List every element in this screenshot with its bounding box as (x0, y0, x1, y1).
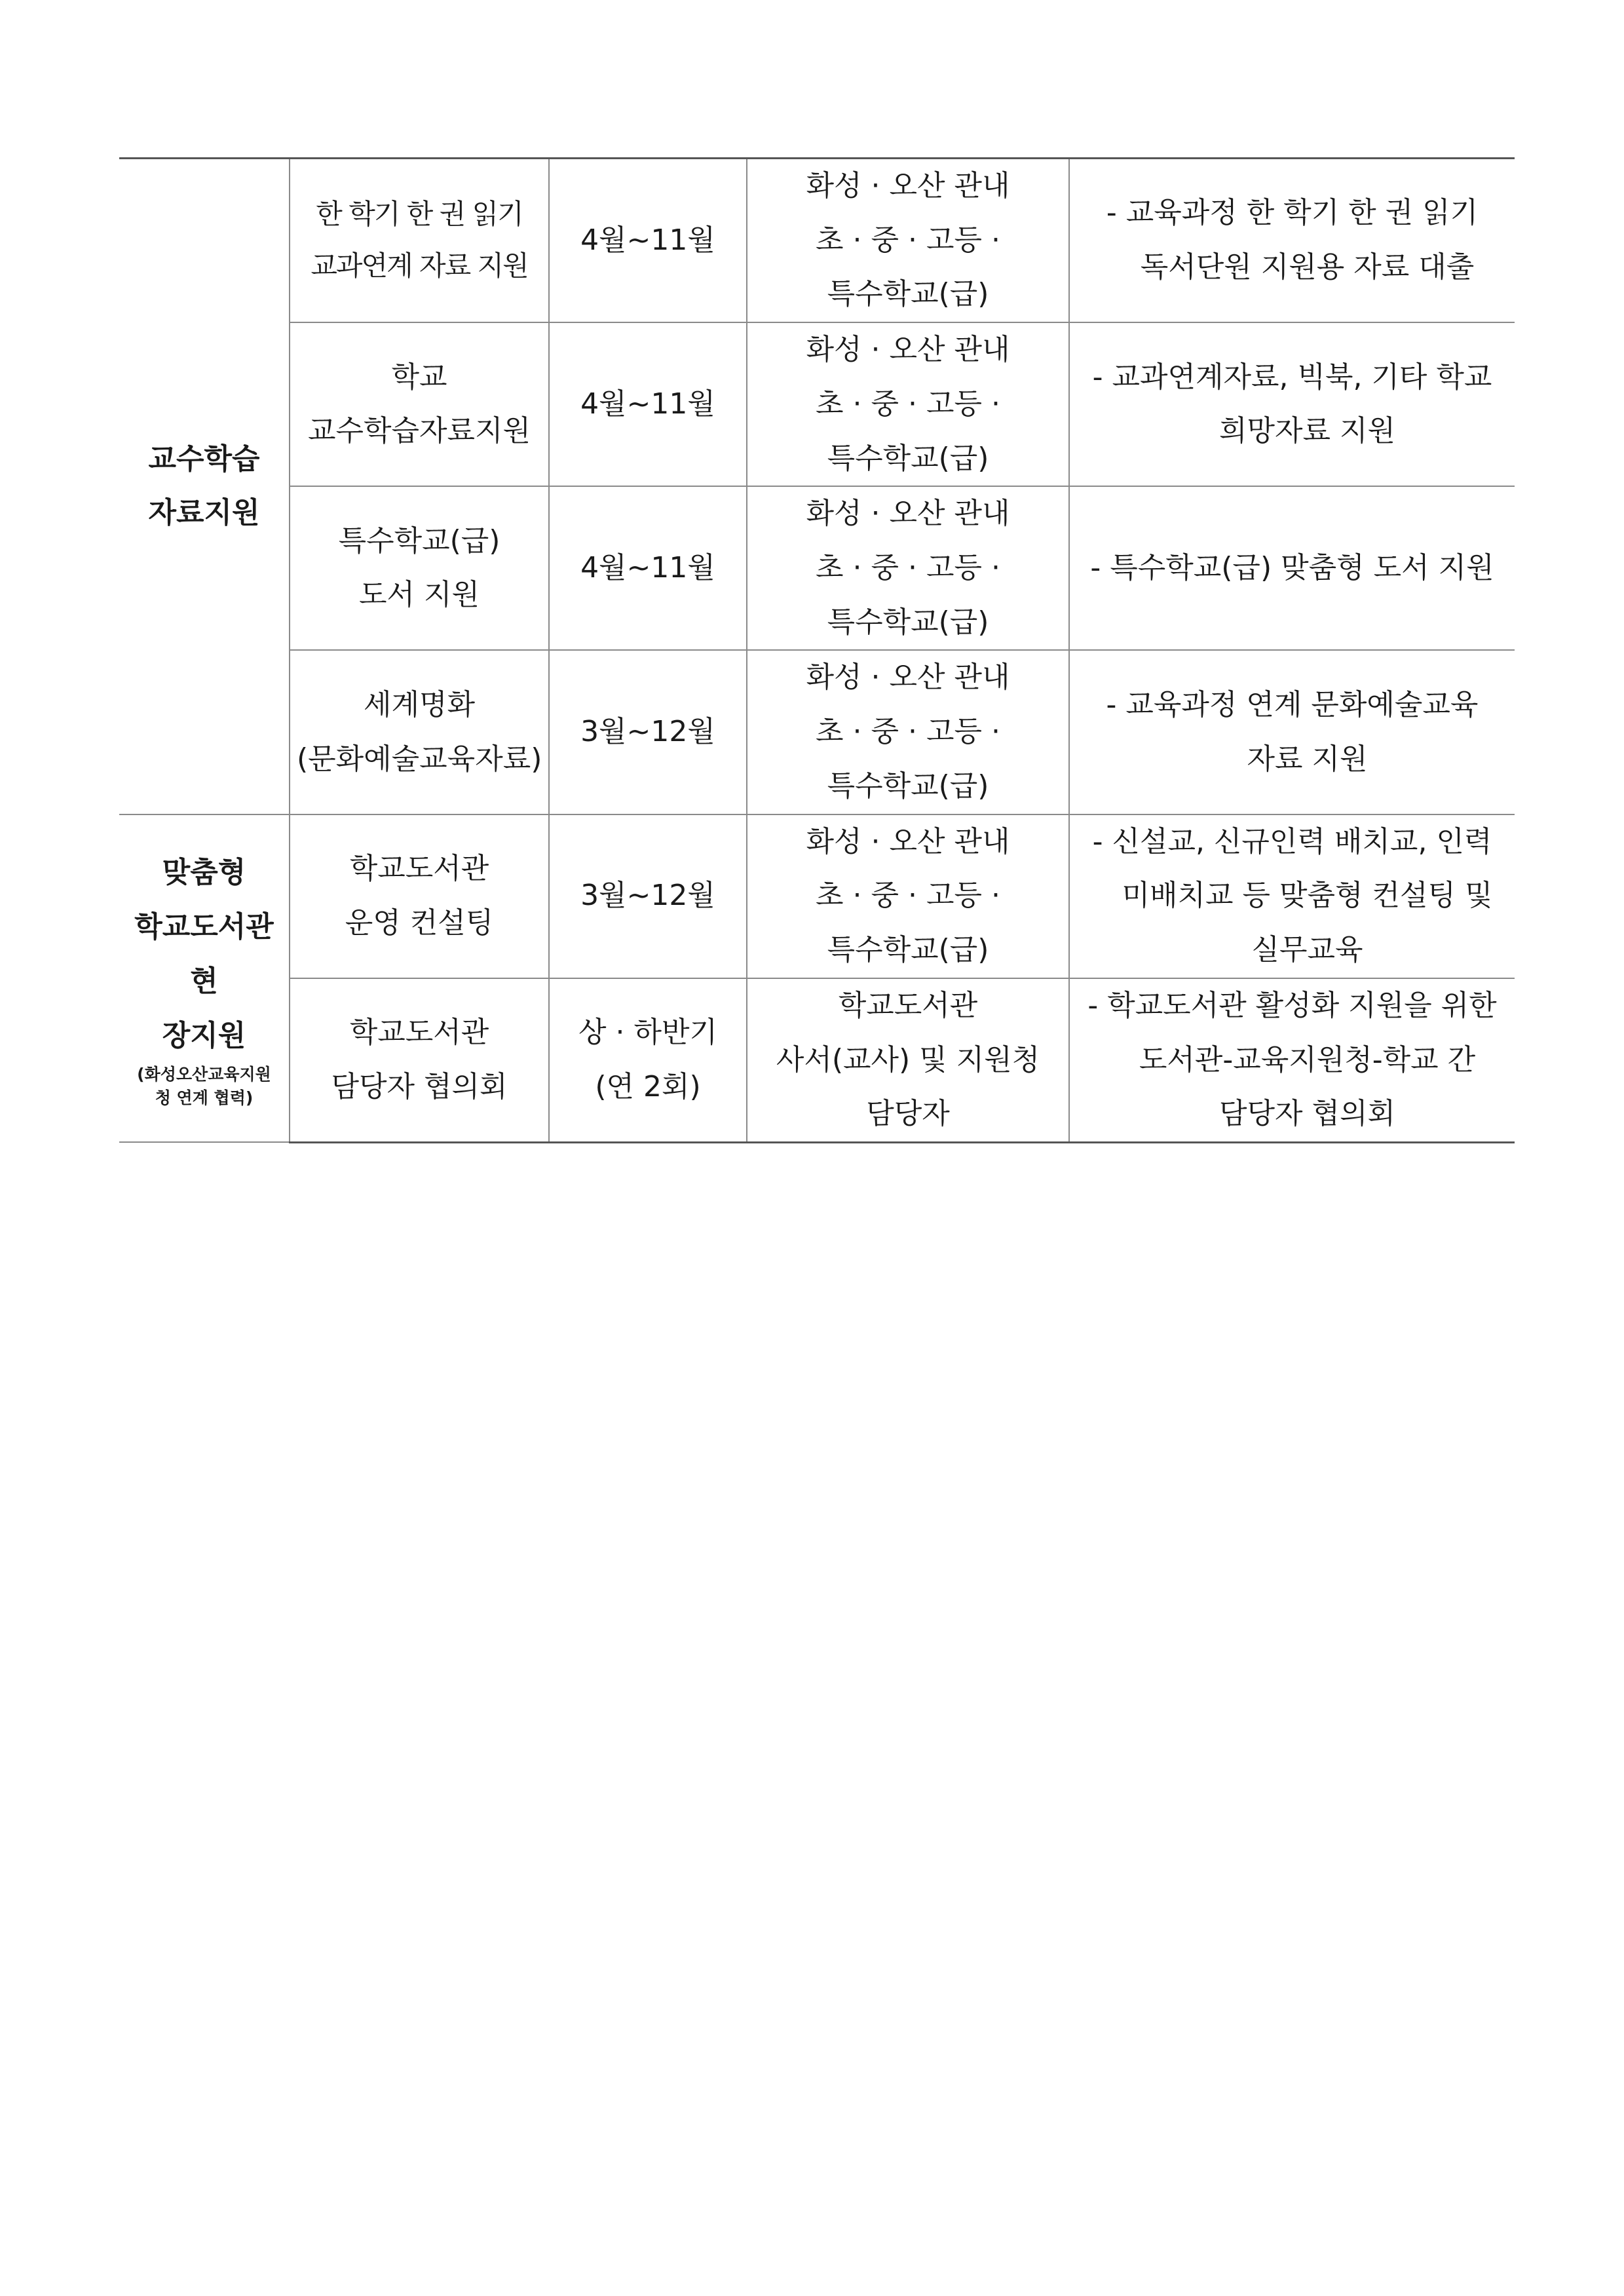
program-name: 담당자 협의회 (331, 1069, 508, 1103)
program-name: 특수학교(급) (338, 524, 500, 558)
period: 3월~12월 (580, 715, 715, 749)
target: 담당자 (866, 1097, 950, 1131)
period: 4월~11월 (580, 551, 715, 585)
description: 실무교육 (1251, 933, 1363, 967)
target: 초 · 중 · 고등 · (816, 715, 1000, 749)
period: 4월~11월 (580, 387, 715, 421)
program-name-cell (290, 814, 549, 978)
target: 초 · 중 · 고등 · (816, 387, 1000, 421)
description: 미배치교 등 맞춤형 컨설팅 및 (1122, 879, 1493, 913)
table-row (119, 322, 1515, 486)
period: 상 · 하반기 (578, 1016, 717, 1050)
description-cell (1069, 978, 1515, 1143)
program-name-cell (290, 486, 549, 650)
target-cell (747, 650, 1069, 814)
description: - 교육과정 연계 문화예술교육 (1106, 687, 1479, 721)
period-cell (549, 322, 747, 486)
period-cell (549, 978, 747, 1143)
category-cell (119, 814, 290, 1143)
program-name: 도서 지원 (358, 578, 480, 612)
period: 3월~12월 (580, 879, 715, 913)
table-row (119, 650, 1515, 814)
table-row (119, 814, 1515, 978)
description-cell (1069, 814, 1515, 978)
period-cell (549, 159, 747, 323)
target: 학교도서관 (838, 988, 978, 1022)
target-cell (747, 322, 1069, 486)
program-name: (문화예술교육자료) (297, 742, 542, 776)
program-name-cell (290, 159, 549, 323)
target-cell (747, 159, 1069, 323)
program-name: 세계명화 (363, 687, 475, 721)
target: 초 · 중 · 고등 · (816, 551, 1000, 585)
target: 특수학교(급) (827, 769, 989, 803)
period: 4월~11월 (580, 223, 715, 257)
target: 사서(교사) 및 지원청 (776, 1043, 1040, 1077)
target-cell (747, 486, 1069, 650)
description-cell (1069, 322, 1515, 486)
description: 희망자료 지원 (1218, 414, 1395, 448)
program-name: 학교도서관 (349, 1016, 489, 1050)
table-row (119, 486, 1515, 650)
description: - 특수학교(급) 맞춤형 도서 지원 (1090, 551, 1494, 585)
period-cell (549, 814, 747, 978)
program-name: 교과연계 자료 지원 (311, 250, 528, 282)
target: 특수학교(급) (827, 277, 989, 311)
program-name: 교수학습자료지원 (307, 414, 531, 448)
description-cell (1069, 486, 1515, 650)
category-name: 학교도서관현 (134, 910, 274, 998)
program-name: 학교 (391, 360, 447, 394)
target: 화성 · 오산 관내 (806, 824, 1010, 858)
category-name: 교수학습 (148, 442, 260, 476)
period: (연 2회) (595, 1069, 701, 1103)
description-cell (1069, 159, 1515, 323)
program-name-cell (290, 650, 549, 814)
program-name-cell (290, 322, 549, 486)
category-note: 청 연계 협력) (155, 1088, 254, 1108)
period-cell (549, 650, 747, 814)
program-name: 학교도서관 (349, 851, 489, 885)
target-cell (747, 978, 1069, 1143)
category-name: 맞춤형 (162, 856, 246, 890)
target: 특수학교(급) (827, 441, 989, 475)
description: 독서단원 지원용 자료 대출 (1140, 250, 1475, 284)
description-cell (1069, 650, 1515, 814)
target: 화성 · 오산 관내 (806, 497, 1010, 531)
description: 도서관-교육지원청-학교 간 (1139, 1043, 1476, 1077)
target: 화성 · 오산 관내 (806, 660, 1010, 695)
description: 자료 지원 (1247, 742, 1368, 776)
target: 초 · 중 · 고등 · (816, 223, 1000, 257)
target: 화성 · 오산 관내 (806, 169, 1010, 202)
description: - 교육과정 한 학기 한 권 읽기 (1106, 196, 1479, 230)
category-note: (화성오산교육지원 (137, 1065, 271, 1084)
table-row (119, 978, 1515, 1143)
target-cell (747, 814, 1069, 978)
program-name: 한 학기 한 권 읽기 (316, 198, 523, 231)
description: - 학교도서관 활성화 지원을 위한 (1087, 988, 1497, 1022)
target: 특수학교(급) (827, 605, 989, 639)
description: - 교과연계자료, 빅북, 기타 학교 (1092, 360, 1492, 394)
description: 담당자 협의회 (1218, 1097, 1395, 1131)
table-row (119, 159, 1515, 323)
target: 초 · 중 · 고등 · (816, 879, 1000, 913)
program-table (119, 157, 1515, 1143)
target: 특수학교(급) (827, 933, 989, 967)
program-name-cell (290, 978, 549, 1143)
category-name: 장지원 (162, 1018, 246, 1052)
description: - 신설교, 신규인력 배치교, 인력 (1092, 824, 1492, 858)
category-name: 자료지원 (148, 496, 260, 530)
program-name: 운영 컨설팅 (345, 906, 494, 940)
period-cell (549, 486, 747, 650)
category-cell (119, 159, 290, 814)
target: 화성 · 오산 관내 (806, 333, 1010, 367)
